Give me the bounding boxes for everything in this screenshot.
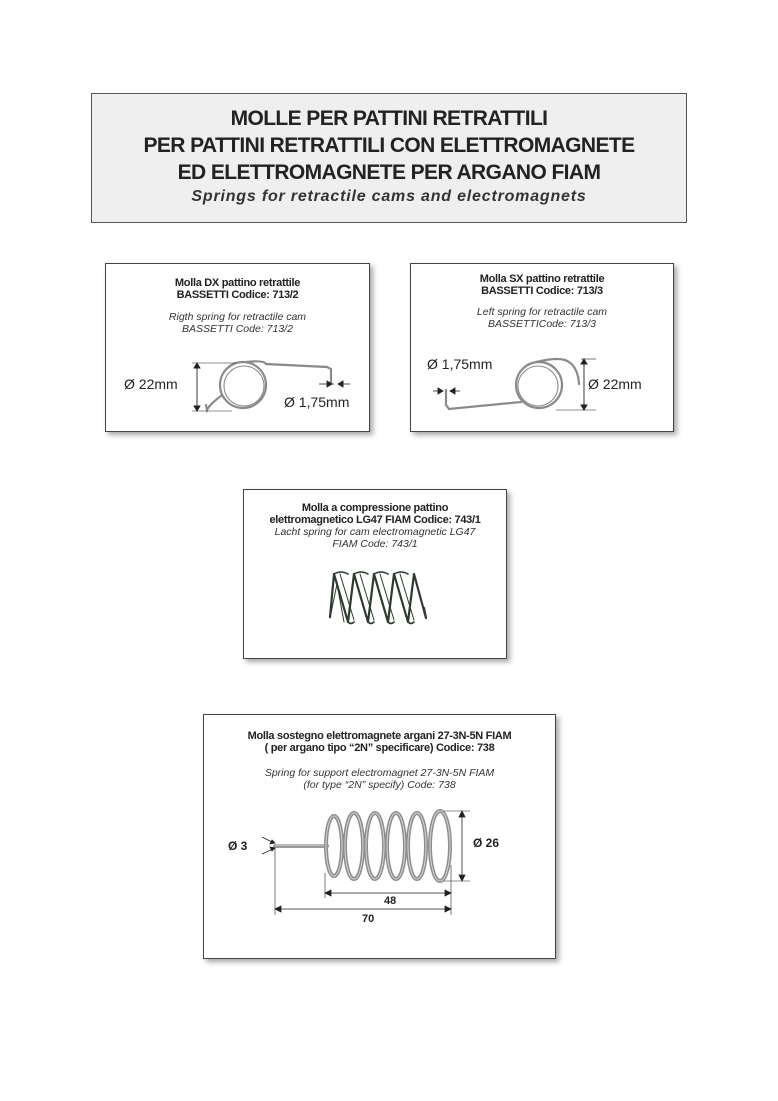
header-subtitle: Springs for retractile cams and electromagnets [191,188,587,205]
coil-length-label: 48 [384,895,397,907]
product-english-line-1: Lacht spring for cam electromagnetic LG47 [274,526,476,538]
product-title-line-1: Molla a compressione pattino [301,502,449,514]
header-title-line-3: ED ELETTROMAGNETE PER ARGANO FIAM [177,161,601,184]
product-english-line-1: Left spring for retractile cam [476,306,608,318]
wire-diameter-label: Ø 1,75mm [284,394,350,410]
support-spring-figure [204,715,557,960]
spring-figure [411,264,675,433]
wire-diameter-label: Ø 1,75mm [427,356,493,372]
total-length-label: 70 [362,913,375,925]
compression-spring-figure [244,490,508,660]
product-english-line-2: (for type “2N” specify) Code: 738 [303,779,456,791]
product-card-713-2 [105,263,370,432]
wire-diameter-label: Ø 3 [228,839,248,853]
product-title-line-1: Molla DX pattino retrattile [174,277,301,289]
product-card-743-1 [243,489,507,659]
spring-figure [106,264,371,433]
product-english-line-2: BASSETTI Code: 713/2 [182,323,293,335]
product-english-line-1: Rigth spring for retractile cam [168,311,307,323]
product-title-line-2: BASSETTI Codice: 713/3 [481,285,603,297]
product-title-line-2: ( per argano tipo “2N” specificare) Codice: 738 [264,742,495,754]
diameter-label: Ø 22mm [124,376,178,392]
product-english-line-2: FIAM Code: 743/1 [332,538,418,550]
product-title-line-2: elettromagnetico LG47 FIAM Codice: 743/1 [269,514,481,526]
product-title-line-2: BASSETTI Codice: 713/2 [176,289,299,301]
product-card-713-3 [410,263,674,432]
diameter-label: Ø 26 [473,836,500,850]
header-title-line-2: PER PATTINI RETRATTILI CON ELETTROMAGNETE [143,134,635,157]
product-title-line-1: Molla SX pattino retrattile [479,273,605,285]
diameter-label: Ø 22mm [588,376,642,392]
product-title-line-1: Molla sostegno elettromagnete argani 27-3N-5N FIAM [247,730,512,742]
header-title-line-1: MOLLE PER PATTINI RETRATTILI [230,107,548,130]
page-header [91,93,687,223]
product-card-738 [203,714,556,959]
product-english-line-2: BASSETTICode: 713/3 [488,318,596,330]
product-english-line-1: Spring for support electromagnet 27-3N-5N FIAM [264,767,495,779]
